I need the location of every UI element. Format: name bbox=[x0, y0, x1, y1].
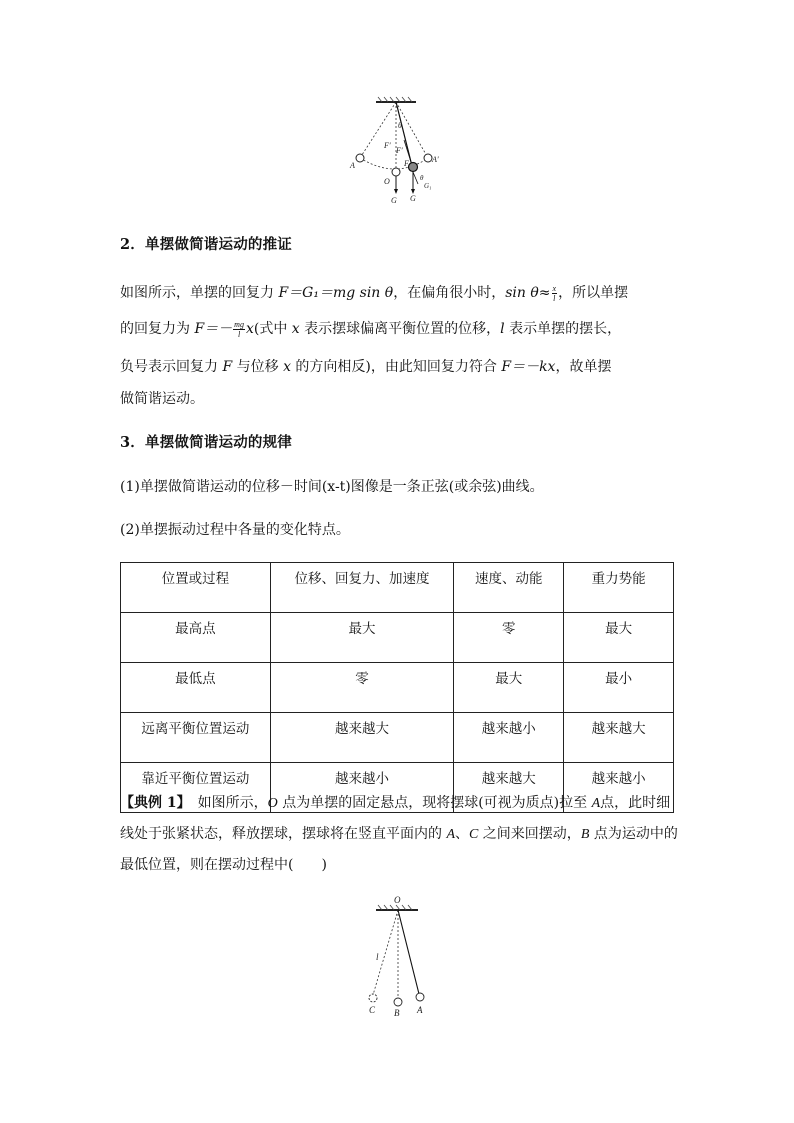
table-header-cell: 重力势能 bbox=[564, 563, 674, 613]
label-a-prime: A′ bbox=[432, 155, 439, 164]
section-2-line-3: 负号表示回复力 F 与位移 x 的方向相反)，由此知回复力符合 F＝－kx，故单摆 bbox=[120, 359, 612, 375]
label-a: A bbox=[417, 1005, 423, 1015]
table-cell: 远离平衡位置运动 bbox=[121, 713, 271, 763]
label-theta-top: θ bbox=[398, 121, 402, 130]
bob-position-a bbox=[416, 993, 424, 1001]
section-3-line-1: (1)单摆做简谐运动的位移－时间(x-t)图像是一条正弦(或余弦)曲线。 bbox=[120, 479, 544, 495]
ceiling-support bbox=[376, 905, 418, 910]
table-cell: 最大 bbox=[270, 613, 454, 663]
label-pivot-o: O bbox=[394, 896, 401, 905]
label-c: C bbox=[369, 1005, 376, 1015]
bob-position-c bbox=[369, 994, 377, 1002]
table-cell: 最低点 bbox=[121, 663, 271, 713]
table-cell: 越来越大 bbox=[270, 713, 454, 763]
table-cell: 越来越小 bbox=[454, 713, 564, 763]
label-a: A bbox=[350, 161, 355, 170]
bob-position-o bbox=[392, 168, 400, 176]
bob-position-a bbox=[356, 154, 364, 162]
table-cell: 越来越小 bbox=[564, 763, 674, 813]
section-3-heading: 3．单摆做简谐运动的规律 bbox=[120, 434, 292, 451]
section-3-line-2: (2)单摆振动过程中各量的变化特点。 bbox=[120, 522, 350, 538]
label-theta-small: θ bbox=[420, 174, 424, 182]
pendulum-force-diagram bbox=[340, 96, 460, 208]
table-cell: 零 bbox=[270, 663, 454, 713]
table-header-cell: 速度、动能 bbox=[454, 563, 564, 613]
label-length-l: l bbox=[376, 952, 379, 962]
example-tag: 【典例 1】 bbox=[120, 795, 184, 811]
table-row bbox=[121, 713, 674, 763]
label-g1: G₁ bbox=[424, 182, 432, 190]
table-cell: 越来越大 bbox=[564, 713, 674, 763]
section-2-line-2: 的回复力为 F＝－ $\frac{mg}{l}$ x(式中 x 表示摆球偏离平衡位置的位移，l 表示单摆的摆长， bbox=[120, 319, 622, 339]
table-cell: 零 bbox=[454, 613, 564, 663]
label-f-prime-1: F′ bbox=[384, 141, 391, 150]
pendulum-quantities-table bbox=[120, 562, 674, 813]
fraction-x-over-l: $\frac{x}{l}$ bbox=[552, 283, 557, 303]
table-cell: 靠近平衡位置运动 bbox=[121, 763, 271, 813]
bob-position-b bbox=[394, 998, 402, 1006]
label-g-right: G bbox=[410, 194, 416, 203]
section-2-line-1: 如图所示，单摆的回复力 F＝G₁＝mg sin θ，在偏角很小时，sin θ≈ $\frac{x}{l}$ ，所以单摆 bbox=[120, 283, 629, 303]
table-cell: 最高点 bbox=[121, 613, 271, 663]
table-row bbox=[121, 613, 674, 663]
label-f-prime-2: F′ bbox=[396, 146, 403, 155]
table-cell: 越来越小 bbox=[270, 763, 454, 813]
simple-pendulum-diagram bbox=[360, 896, 432, 1016]
table-header-cell: 位移、回复力、加速度 bbox=[270, 563, 454, 613]
label-b: B bbox=[394, 1008, 400, 1016]
example-1-text: 【典例 1】 如图所示，O 点为单摆的固定悬点，现将摆球(可视为质点)拉至 A点，此时细线处于张紧状态，释放摆球，摆球将在竖直平面内的 A、C 之间来回摆动，B 点为运动中的最低位置，则在摆动过程中( ) bbox=[120, 795, 678, 873]
bob-current bbox=[409, 163, 418, 172]
bob-position-a-prime bbox=[424, 154, 432, 162]
table-cell: 最小 bbox=[564, 663, 674, 713]
table-header-cell: 位置或过程 bbox=[121, 563, 271, 613]
table-cell: 最大 bbox=[454, 663, 564, 713]
table-row bbox=[121, 663, 674, 713]
fraction-mg-over-l: $\frac{mg}{l}$ bbox=[234, 319, 244, 339]
table-cell: 最大 bbox=[564, 613, 674, 663]
label-g-left: G bbox=[391, 196, 397, 205]
label-o: O bbox=[384, 177, 390, 186]
section-2-line-4: 做简谐运动。 bbox=[120, 391, 204, 407]
section-2-heading: 2．单摆做简谐运动的推证 bbox=[120, 236, 292, 253]
ceiling-support bbox=[376, 97, 416, 102]
label-f: F bbox=[404, 159, 409, 168]
table-cell: 越来越大 bbox=[454, 763, 564, 813]
table-header-row bbox=[121, 563, 674, 613]
